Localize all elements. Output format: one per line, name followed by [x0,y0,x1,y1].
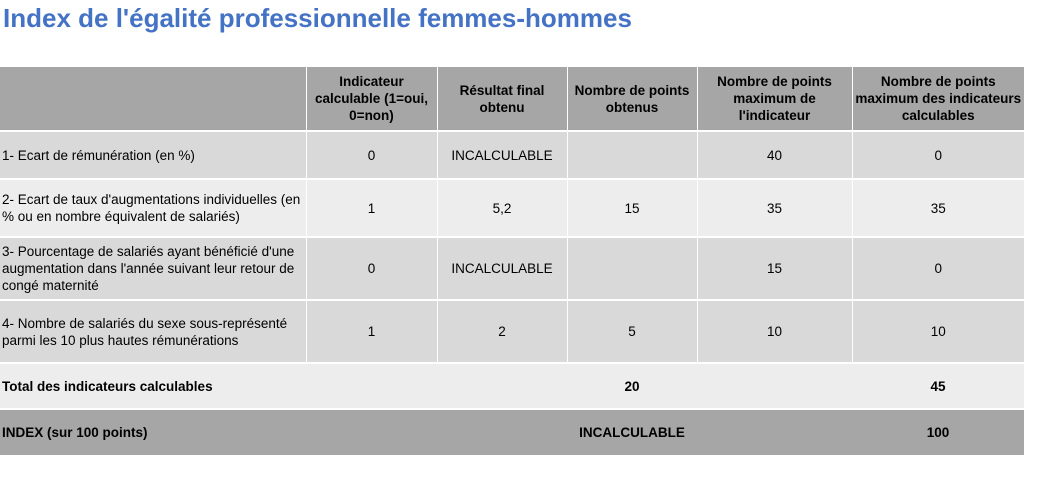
total-row [0,363,1024,409]
max-indicateur-cell: 40 [697,131,852,179]
table-row [0,300,1024,363]
max-indicateur-cell: 10 [697,300,852,363]
header-resultat-final: Résultat final obtenu [437,67,567,131]
header-points-max-indicateur: Nombre de points maximum de l'indicateur [697,67,852,131]
table-row [0,237,1024,300]
indicator-label: 4- Nombre de salariés du sexe sous-représenté parmi les 10 plus hautes rémunérations [0,300,306,363]
index-table [0,67,1024,455]
max-calculables-cell: 10 [852,300,1024,363]
index-max-cell: 100 [852,409,1024,455]
indicator-label: 1- Ecart de rémunération (en %) [0,131,306,179]
total-points-cell: 20 [567,363,697,409]
table-row [0,131,1024,179]
empty-cell [437,363,567,409]
indicator-label: 2- Ecart de taux d'augmentations individuelles (en % ou en nombre équivalent de salariés) [0,179,306,237]
resultat-cell: INCALCULABLE [437,237,567,300]
points-cell [567,131,697,179]
index-row [0,409,1024,455]
index-label: INDEX (sur 100 points) [0,409,306,455]
table-header-row [0,67,1024,131]
header-indicator-name [0,67,306,131]
max-calculables-cell: 0 [852,131,1024,179]
calculable-cell: 0 [306,131,437,179]
page-title: Index de l'égalité professionnelle femmes-hommes [3,3,632,33]
header-points-obtenus: Nombre de points obtenus [567,67,697,131]
empty-cell [697,409,852,455]
points-cell: 5 [567,300,697,363]
index-value-cell: INCALCULABLE [567,409,697,455]
empty-cell [306,363,437,409]
max-calculables-cell: 0 [852,237,1024,300]
empty-cell [437,409,567,455]
resultat-cell: INCALCULABLE [437,131,567,179]
table-row [0,179,1024,237]
total-max-calculables-cell: 45 [852,363,1024,409]
points-cell [567,237,697,300]
indicator-label: 3- Pourcentage de salariés ayant bénéficié d'une augmentation dans l'année suivant leur retour de congé maternité [0,237,306,300]
header-calculable: Indicateur calculable (1=oui, 0=non) [306,67,437,131]
points-cell: 15 [567,179,697,237]
empty-cell [697,363,852,409]
max-calculables-cell: 35 [852,179,1024,237]
empty-cell [306,409,437,455]
header-points-max-calculables: Nombre de points maximum des indicateurs calculables [852,67,1024,131]
max-indicateur-cell: 35 [697,179,852,237]
calculable-cell: 0 [306,237,437,300]
resultat-cell: 5,2 [437,179,567,237]
total-label: Total des indicateurs calculables [0,363,306,409]
calculable-cell: 1 [306,300,437,363]
calculable-cell: 1 [306,179,437,237]
resultat-cell: 2 [437,300,567,363]
max-indicateur-cell: 15 [697,237,852,300]
